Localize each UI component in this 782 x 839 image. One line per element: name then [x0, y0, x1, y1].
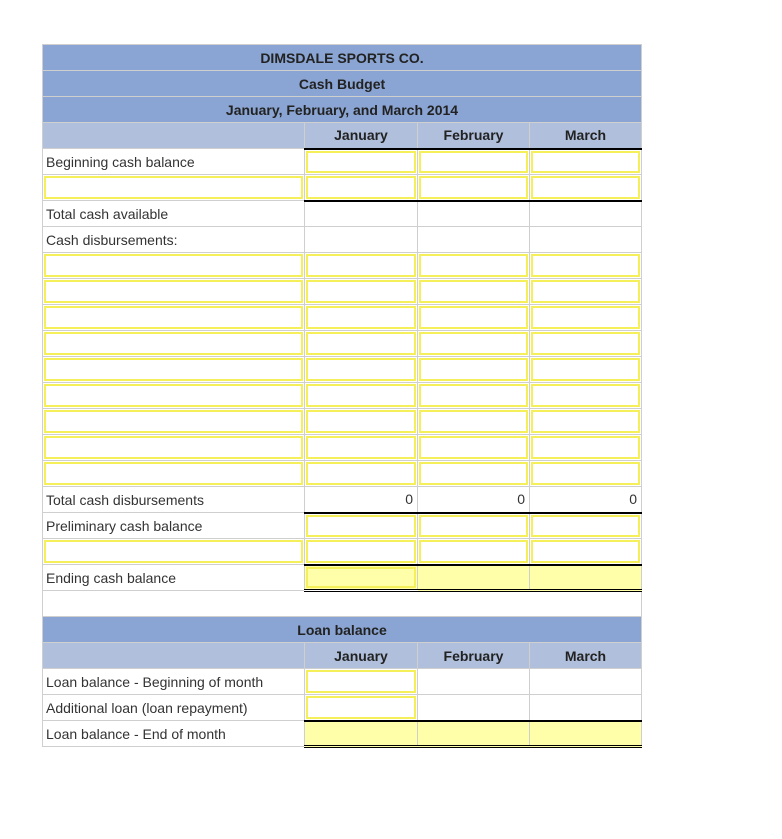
spacer-row — [43, 591, 642, 617]
loan-end-feb — [418, 721, 530, 747]
total-disbursements-mar: 0 — [530, 487, 642, 513]
col-march: March — [530, 123, 642, 149]
loan-end-jan — [305, 721, 418, 747]
total-cash-available-mar — [530, 201, 642, 227]
total-cash-available-jan — [305, 201, 418, 227]
disbursement-mar-input[interactable] — [530, 331, 642, 357]
beginning-cash-mar-input[interactable] — [530, 149, 642, 175]
disbursement-mar-input[interactable] — [530, 409, 642, 435]
receipts-jan-input[interactable] — [305, 175, 418, 201]
disbursement-label-input[interactable] — [43, 409, 305, 435]
disbursement-row — [43, 253, 642, 279]
empty-cell — [305, 227, 418, 253]
disbursement-row — [43, 279, 642, 305]
additional-loan-mar — [530, 695, 642, 721]
additional-loan-jan-input[interactable] — [305, 695, 418, 721]
loan-beginning-label: Loan balance - Beginning of month — [43, 669, 305, 695]
disbursement-row — [43, 331, 642, 357]
report-title: Cash Budget — [43, 71, 642, 97]
disbursement-feb-input[interactable] — [418, 305, 530, 331]
disbursement-jan-input[interactable] — [305, 409, 418, 435]
company-name: DIMSDALE SPORTS CO. — [43, 45, 642, 71]
disbursement-row — [43, 461, 642, 487]
disbursement-feb-input[interactable] — [418, 357, 530, 383]
cash-disbursements-label: Cash disbursements: — [43, 227, 305, 253]
col-january: January — [305, 123, 418, 149]
disbursement-mar-input[interactable] — [530, 305, 642, 331]
blank-header — [43, 123, 305, 149]
disbursement-jan-input[interactable] — [305, 383, 418, 409]
disbursement-label-input[interactable] — [43, 461, 305, 487]
financing-label-input[interactable] — [43, 539, 305, 565]
receipts-label-input[interactable] — [43, 175, 305, 201]
preliminary-cash-label: Preliminary cash balance — [43, 513, 305, 539]
financing-mar-input[interactable] — [530, 539, 642, 565]
preliminary-cash-jan-input[interactable] — [305, 513, 418, 539]
report-period: January, February, and March 2014 — [43, 97, 642, 123]
disbursement-mar-input[interactable] — [530, 461, 642, 487]
disbursement-mar-input[interactable] — [530, 383, 642, 409]
disbursement-jan-input[interactable] — [305, 279, 418, 305]
disbursement-feb-input[interactable] — [418, 279, 530, 305]
beginning-cash-feb-input[interactable] — [418, 149, 530, 175]
disbursement-label-input[interactable] — [43, 305, 305, 331]
disbursement-label-input[interactable] — [43, 383, 305, 409]
disbursement-feb-input[interactable] — [418, 409, 530, 435]
disbursement-mar-input[interactable] — [530, 435, 642, 461]
beginning-cash-jan-input[interactable] — [305, 149, 418, 175]
disbursement-jan-input[interactable] — [305, 461, 418, 487]
col-february: February — [418, 123, 530, 149]
ending-cash-mar — [530, 565, 642, 591]
loan-end-label: Loan balance - End of month — [43, 721, 305, 747]
loan-end-mar — [530, 721, 642, 747]
loan-col-january: January — [305, 643, 418, 669]
disbursement-row — [43, 409, 642, 435]
total-cash-available-label: Total cash available — [43, 201, 305, 227]
disbursement-row — [43, 357, 642, 383]
disbursement-label-input[interactable] — [43, 357, 305, 383]
disbursement-label-input[interactable] — [43, 279, 305, 305]
disbursement-jan-input[interactable] — [305, 305, 418, 331]
disbursement-mar-input[interactable] — [530, 279, 642, 305]
disbursement-feb-input[interactable] — [418, 461, 530, 487]
disbursement-mar-input[interactable] — [530, 253, 642, 279]
disbursement-label-input[interactable] — [43, 253, 305, 279]
disbursement-label-input[interactable] — [43, 435, 305, 461]
receipts-mar-input[interactable] — [530, 175, 642, 201]
disbursement-jan-input[interactable] — [305, 331, 418, 357]
ending-cash-feb — [418, 565, 530, 591]
disbursement-row — [43, 305, 642, 331]
disbursement-jan-input[interactable] — [305, 435, 418, 461]
loan-col-march: March — [530, 643, 642, 669]
disbursement-row — [43, 383, 642, 409]
ending-cash-label: Ending cash balance — [43, 565, 305, 591]
total-disbursements-jan: 0 — [305, 487, 418, 513]
disbursement-feb-input[interactable] — [418, 331, 530, 357]
loan-beginning-feb — [418, 669, 530, 695]
disbursement-mar-input[interactable] — [530, 357, 642, 383]
total-disbursements-feb: 0 — [418, 487, 530, 513]
empty-cell — [530, 227, 642, 253]
disbursement-row — [43, 435, 642, 461]
loan-beginning-mar — [530, 669, 642, 695]
disbursement-feb-input[interactable] — [418, 253, 530, 279]
financing-feb-input[interactable] — [418, 539, 530, 565]
loan-col-february: February — [418, 643, 530, 669]
blank-header — [43, 643, 305, 669]
financing-jan-input[interactable] — [305, 539, 418, 565]
additional-loan-label: Additional loan (loan repayment) — [43, 695, 305, 721]
cash-budget-table — [42, 44, 642, 748]
receipts-feb-input[interactable] — [418, 175, 530, 201]
empty-cell — [418, 227, 530, 253]
total-cash-available-feb — [418, 201, 530, 227]
disbursement-jan-input[interactable] — [305, 357, 418, 383]
disbursement-label-input[interactable] — [43, 331, 305, 357]
ending-cash-jan[interactable] — [305, 565, 418, 591]
loan-title: Loan balance — [43, 617, 642, 643]
disbursement-jan-input[interactable] — [305, 253, 418, 279]
loan-beginning-jan-input[interactable] — [305, 669, 418, 695]
disbursement-feb-input[interactable] — [418, 383, 530, 409]
disbursement-feb-input[interactable] — [418, 435, 530, 461]
additional-loan-feb — [418, 695, 530, 721]
preliminary-cash-mar-input[interactable] — [530, 513, 642, 539]
beginning-cash-label: Beginning cash balance — [43, 149, 305, 175]
total-disbursements-label: Total cash disbursements — [43, 487, 305, 513]
preliminary-cash-feb-input[interactable] — [418, 513, 530, 539]
